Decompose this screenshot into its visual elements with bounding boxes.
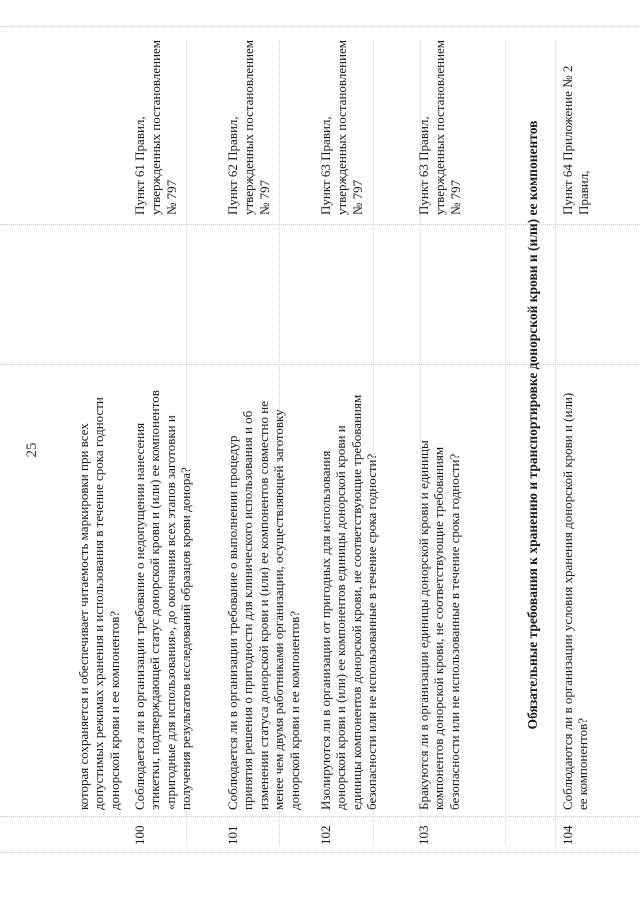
- legal-reference: Пункт 63 Правил, утвержденных постановлением № 797: [416, 39, 463, 215]
- column-divider: [0, 364, 640, 365]
- column-divider: [0, 852, 640, 853]
- legal-reference: Пункт 63 Правил, утвержденных постановлением № 797: [318, 39, 365, 215]
- section-heading: Обязательные требования к хранению и транспортировке донорской крови и (или) ее компонентов: [525, 120, 540, 730]
- question-text: Соблюдается ли в организации требование о недопущении нанесения этикетки, подтверждающей статус донорской крови и (или) ее компонентов «пригодные для использования», до окончания всех этапов заготовки и получения результатов исследований образцов крови донора?: [132, 390, 194, 810]
- legal-reference: Пункт 62 Правил, утвержденных постановлением № 797: [225, 39, 272, 215]
- question-text: Соблюдаются ли в организации условия хранения донорской крови и (или) ее компонентов?: [560, 392, 591, 810]
- question-text: Изолируются ли в организации от пригодных для использования донорской крови и (или) ее компонентов единицы донорской крови и единицы компонентов донорской крови, не соответствующие требованиям безопасности или не использованные в течение срока годности?: [318, 394, 380, 810]
- row-number: 103: [416, 825, 431, 845]
- row-number: 101: [225, 825, 240, 845]
- column-divider: [0, 816, 640, 817]
- legal-reference: Пункт 61 Правил, утвержденных постановлением № 797: [132, 39, 179, 215]
- column-divider: [0, 26, 640, 27]
- page-number: 25: [24, 442, 40, 458]
- row-number: 100: [132, 825, 147, 845]
- row-number: 104: [560, 825, 575, 845]
- row-divider: [555, 40, 556, 845]
- question-text: Бракуются ли в организации единицы донорской крови и единицы компонентов донорской крови, не соответствующие требованиям безопасности или не использованные в течение срока годности?: [416, 440, 462, 810]
- legal-reference: Пункт 64 Приложение № 2 Правил,: [560, 65, 591, 215]
- question-text: которая сохраняется и обеспечивает читаемость маркировки при всех допустимых режимах хранения и использования в течение срока годности донорской крови и ее компонентов?: [76, 397, 122, 810]
- column-divider: [0, 224, 640, 225]
- question-text: Соблюдается ли в организации требование о выполнении процедур принятия решения о пригодности для клинического использования и об изменении статуса донорской крови и (или) ее компонентов совместно не менее чем двумя работниками организации, осуществляющей заготовку донорской крови и ее компонентов?: [225, 401, 302, 810]
- row-divider: [505, 40, 506, 845]
- row-number: 102: [318, 825, 333, 845]
